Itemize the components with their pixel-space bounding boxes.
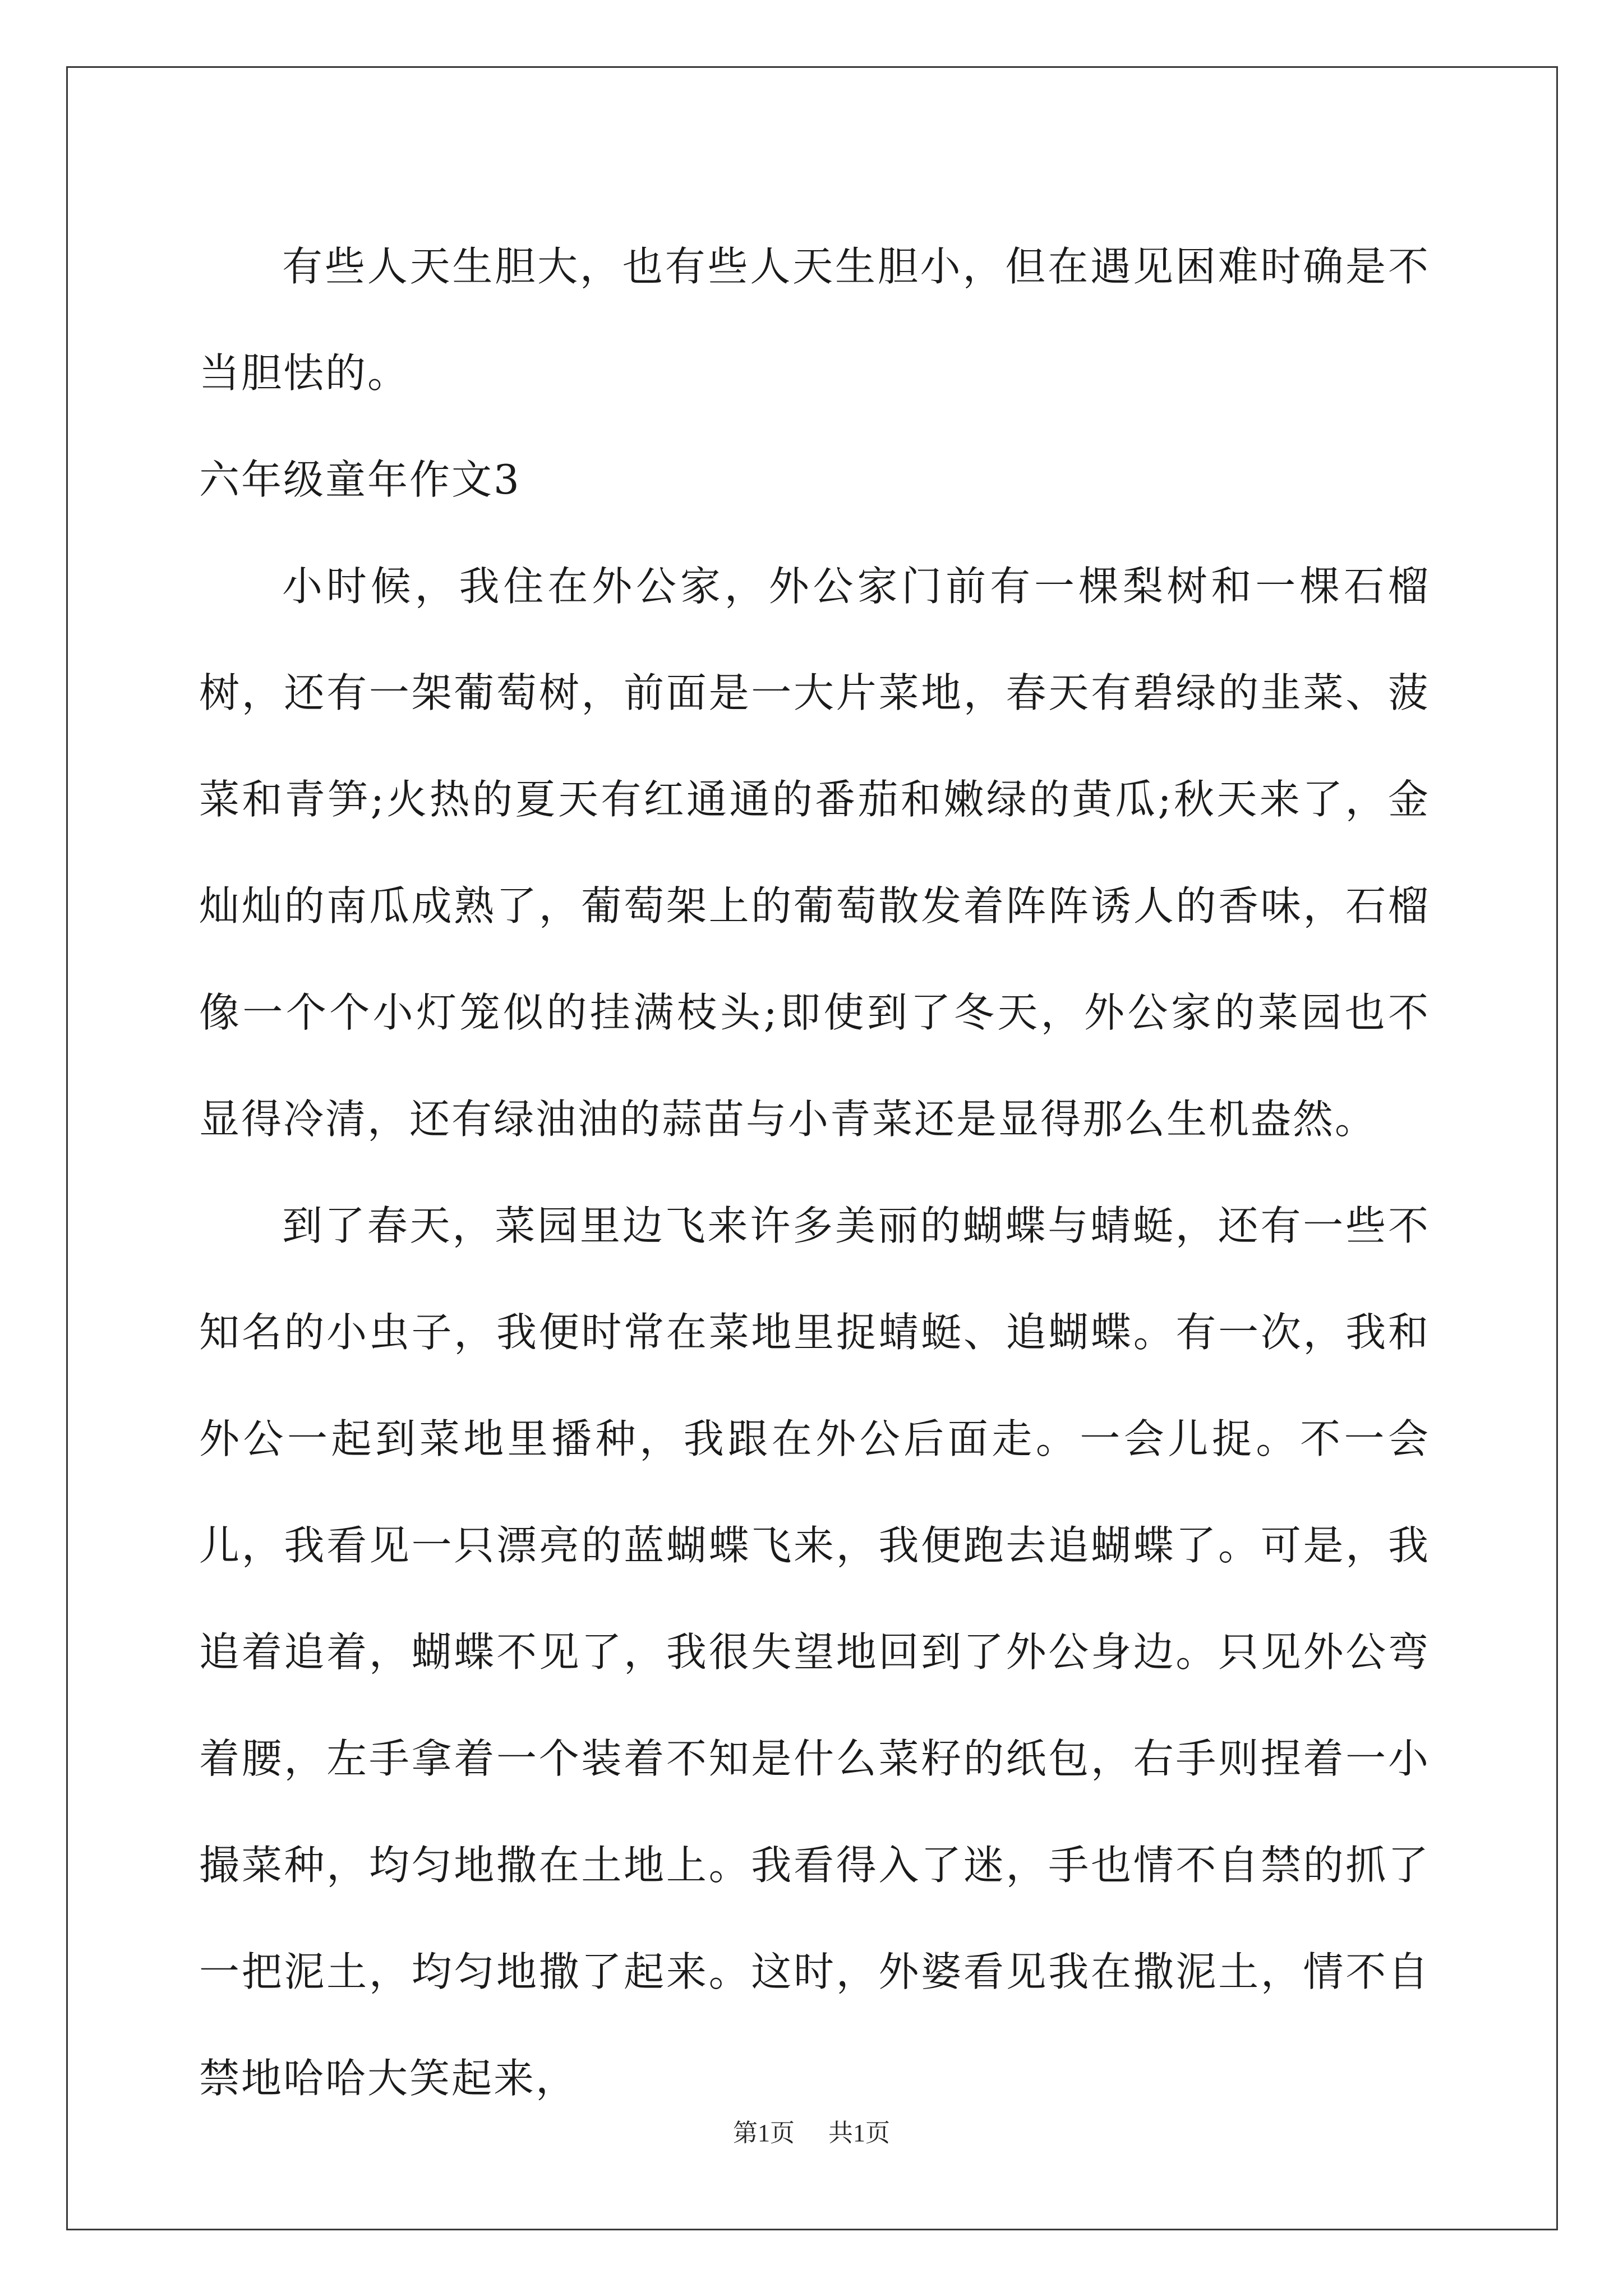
page-footer bbox=[0, 2116, 1623, 2150]
page-total: 共1页 bbox=[828, 2119, 890, 2147]
document-body bbox=[199, 213, 1430, 2132]
paragraph-2: 小时候，我住在外公家，外公家门前有一棵梨树和一棵石榴树，还有一架葡萄树，前面是一大片菜地，春天有碧绿的韭菜、菠菜和青笋;火热的夏天有红通通的番茄和嫩绿的黄瓜;秋天来了，金灿灿的南瓜成熟了，葡萄架上的葡萄散发着阵阵诱人的香味，石榴像一个个小灯笼似的挂满枝头;即使到了冬天，外公家的菜园也不显得冷清，还有绿油油的蒜苗与小青菜还是显得那么生机盎然。 bbox=[199, 563, 1430, 1143]
paragraph-1: 有些人天生胆大，也有些人天生胆小，但在遇见困难时确是不当胆怯的。 bbox=[199, 243, 1430, 397]
section-heading: 六年级童年作文3 bbox=[199, 456, 521, 503]
paragraph-3: 到了春天，菜园里边飞来许多美丽的蝴蝶与蜻蜓，还有一些不知名的小虫子，我便时常在菜地里捉蜻蜓、追蝴蝶。有一次，我和外公一起到菜地里播种，我跟在外公后面走。一会儿捉。不一会儿，我看见一只漂亮的蓝蝴蝶飞来，我便跑去追蝴蝶了。可是，我追着追着，蝴蝶不见了，我很失望地回到了外公身边。只见外公弯着腰，左手拿着一个装着不知是什么菜籽的纸包，右手则捏着一小撮菜种，均匀地撒在土地上。我看得入了迷，手也情不自禁的抓了一把泥土，均匀地撒了起来。这时，外婆看见我在撒泥土，情不自禁地哈哈大笑起来， bbox=[199, 1202, 1430, 2102]
page-number: 第1页 bbox=[733, 2119, 795, 2147]
